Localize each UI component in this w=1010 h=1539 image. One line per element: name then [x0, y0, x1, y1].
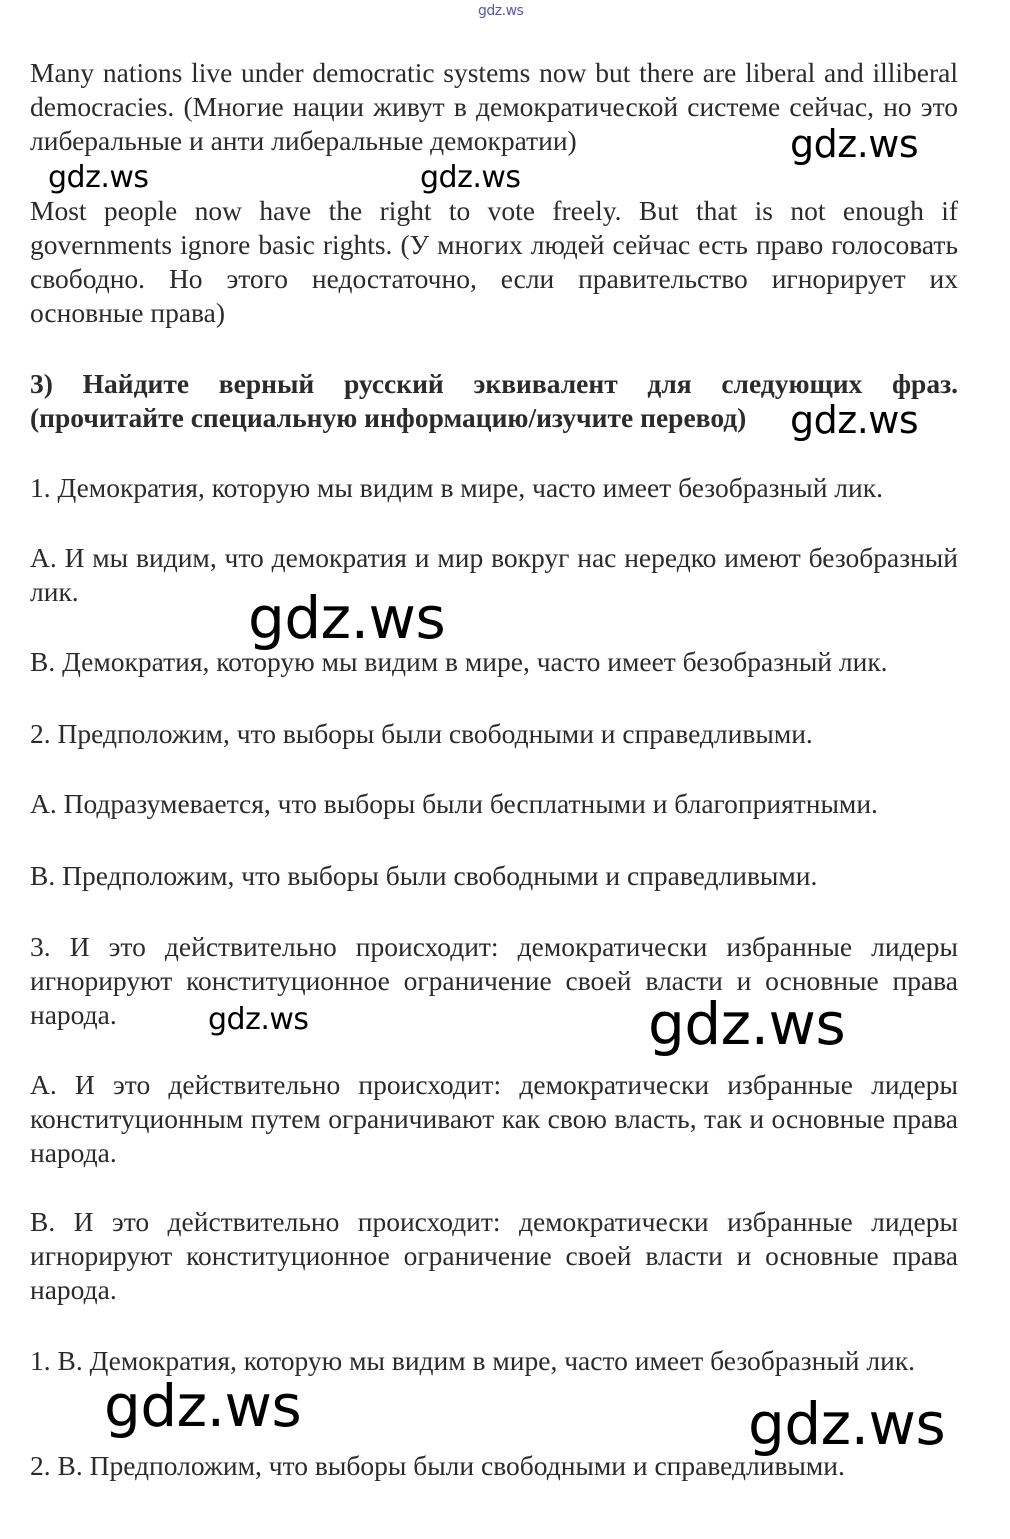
paragraph-right-to-vote: Most people now have the right to vote freely. But that is not enough if governments ignore basic rights. (У многих людей сейчас есть право голосовать свободно. Но этого недостаточно, если правительство игнорирует их основные права) [30, 195, 958, 328]
question-2-option-b: В. Предположим, что выборы были свободными и справедливыми. [30, 860, 818, 891]
paragraph-liberal-democracies: Many nations live under democratic systems now but there are liberal and illiberal democracies. (Многие нации живут в демократической системе сейчас, но это либеральные и анти либеральные демократии) [30, 57, 958, 156]
watermark: gdz.ws [208, 1002, 309, 1037]
watermark-top: gdz.ws [478, 3, 524, 19]
question-3-option-b: В. И это действительно происходит: демократически избранные лидеры игнорируют конституционное ограничение своей власти и основные права народа. [30, 1206, 958, 1305]
question-3: 3. И это действительно происходит: демократически избранные лидеры игнорируют конституционное ограничение своей власти и основные права народа. [30, 931, 958, 1030]
watermark: gdz.ws [790, 122, 919, 166]
watermark: gdz.ws [790, 398, 919, 442]
question-1: 1. Демократия, которую мы видим в мире, часто имеет безобразный лик. [30, 472, 883, 503]
task-3-heading: 3) Найдите верный русский эквивалент для следующих фраз. (прочитайте специальную информацию/изучите перевод) [30, 368, 958, 433]
watermark: gdz.ws [648, 990, 846, 1058]
question-2: 2. Предположим, что выборы были свободными и справедливыми. [30, 718, 813, 749]
answer-1: 1. В. Демократия, которую мы видим в мире, часто имеет безобразный лик. [30, 1345, 916, 1376]
answer-2: 2. В. Предположим, что выборы были свободными и справедливыми. [30, 1450, 845, 1481]
question-2-option-a: А. Подразумевается, что выборы были бесплатными и благоприятными. [30, 788, 878, 819]
question-1-option-a: А. И мы видим, что демократия и мир вокруг нас нередко имеют безобразный лик. [30, 542, 958, 607]
watermark: gdz.ws [748, 1390, 946, 1458]
question-1-option-b: В. Демократия, которую мы видим в мире, часто имеет безобразный лик. [30, 646, 888, 677]
question-3-option-a: А. И это действительно происходит: демократически избранные лидеры конституционным путем ограничивают как свою власть, так и основные права народа. [30, 1069, 958, 1168]
watermark: gdz.ws [420, 160, 521, 195]
watermark: gdz.ws [248, 584, 446, 652]
watermark: gdz.ws [104, 1372, 302, 1440]
watermark: gdz.ws [48, 160, 149, 195]
